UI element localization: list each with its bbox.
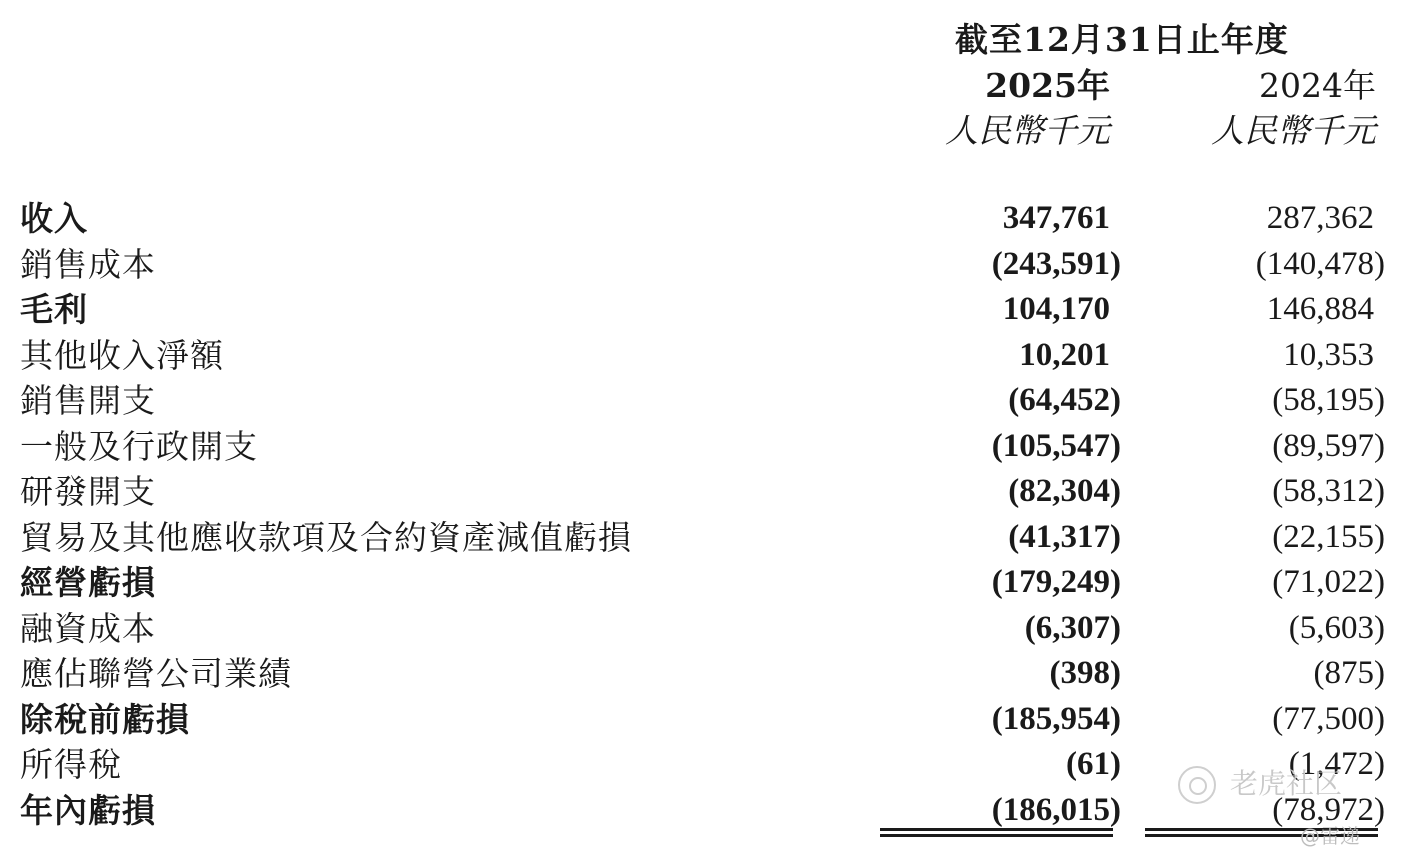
unit-current-header: 人民幣千元 [945,111,1110,150]
watermark-text: 老虎社区 [1230,767,1343,800]
row-label: 除稅前虧損 [20,699,190,739]
row-label: 收入 [20,199,88,238]
previous-value: (22,155) [1272,518,1385,555]
previous-value: (89,597) [1272,427,1385,464]
table-row [0,606,1402,652]
total-double-underline-current [880,828,1113,837]
current-value: 104,170 [1002,291,1110,327]
previous-value: 146,884 [1266,291,1374,327]
current-value: (398) [1049,655,1121,691]
previous-value: (58,312) [1272,473,1385,509]
year-previous-header: 2024年 [1259,66,1376,105]
row-label: 研發開支 [20,472,156,511]
current-value: (64,452) [1008,382,1121,418]
previous-value: 287,362 [1266,200,1374,236]
table-row [0,333,1402,379]
table-row [0,515,1402,561]
unit-previous-header: 人民幣千元 [1211,111,1376,150]
previous-value: (58,195) [1272,382,1385,418]
table-row [0,242,1402,288]
row-label: 毛利 [20,290,88,329]
row-label: 銷售成本 [20,244,156,284]
row-label: 銷售開支 [20,381,156,420]
table-row [0,469,1402,515]
current-value: (243,591) [991,245,1121,282]
year-current-header: 2025年 [985,66,1110,105]
table-row [0,697,1402,743]
previous-value: (5,603) [1288,609,1385,646]
current-value: 10,201 [1019,336,1110,373]
previous-value: 10,353 [1283,336,1374,373]
current-value: (61) [1066,746,1121,782]
watermark-author: @雷递 [1300,824,1360,848]
table-row [0,287,1402,333]
table-row [0,560,1402,606]
income-statement-rows [0,196,1402,833]
previous-value: (140,478) [1255,245,1385,282]
previous-value: (78,972) [1272,791,1385,828]
table-row [0,424,1402,470]
current-value: (82,304) [1008,473,1121,509]
period-title: 截至12月31日止年度 [955,20,1289,59]
current-value: (179,249) [991,564,1121,600]
previous-value: (875) [1313,655,1385,691]
watermark [1178,762,1342,804]
table-row [0,651,1402,697]
row-label: 一般及行政開支 [20,426,258,466]
current-value: (186,015) [991,791,1121,828]
row-label: 其他收入淨額 [20,335,224,375]
previous-value: (1,472) [1288,746,1385,782]
current-value: (6,307) [1024,609,1121,646]
row-label: 所得稅 [20,745,122,784]
current-value: 347,761 [1002,200,1110,236]
table-row [0,378,1402,424]
row-label: 年內虧損 [20,790,156,830]
current-value: (41,317) [1008,518,1121,555]
previous-value: (77,500) [1272,700,1385,737]
previous-value: (71,022) [1272,564,1385,600]
table-row [0,196,1402,242]
current-value: (105,547) [991,427,1121,464]
current-value: (185,954) [991,700,1121,737]
row-label: 融資成本 [20,608,156,648]
row-label: 應佔聯營公司業績 [20,654,292,693]
row-label: 貿易及其他應收款項及合約資產減值虧損 [20,517,632,557]
tiger-logo-icon [1178,766,1216,804]
row-label: 經營虧損 [20,563,156,602]
